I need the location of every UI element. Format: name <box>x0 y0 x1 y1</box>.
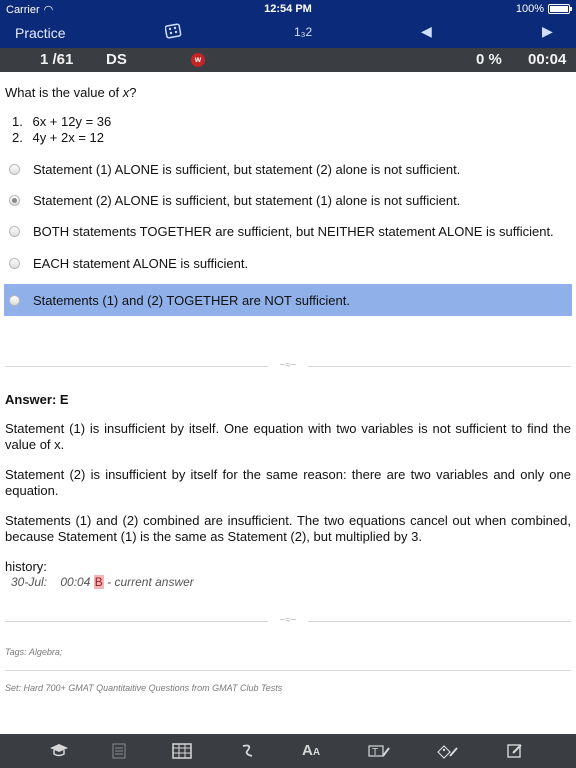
status-bar <box>0 0 576 18</box>
history-date: 30-Jul: <box>11 575 48 589</box>
notes-edit-icon[interactable] <box>506 742 524 764</box>
pencil-scribble-icon[interactable] <box>240 742 256 764</box>
answer-option-e[interactable] <box>4 284 572 316</box>
prompt-var: x <box>122 85 130 100</box>
divider <box>5 670 571 671</box>
history-title: history: <box>5 559 47 574</box>
practice-title[interactable]: Practice <box>15 25 66 41</box>
list-icon[interactable] <box>112 742 126 764</box>
history-time: 00:04 <box>60 575 91 589</box>
statement-num: 2. <box>12 130 23 145</box>
tags-line: Tags: Algebra; <box>5 647 63 657</box>
statement-text: 6x + 12y = 36 <box>32 114 112 129</box>
answer-option-b[interactable] <box>4 184 572 216</box>
dice-icon[interactable] <box>165 23 183 42</box>
radio-checked-icon[interactable] <box>9 195 20 206</box>
radio-icon[interactable] <box>9 164 20 175</box>
prev-arrow-icon[interactable]: ◀ <box>421 23 432 39</box>
option-label: Statement (2) ALONE is sufficient, but statement (1) alone is not sufficient. <box>33 192 461 208</box>
explanation-paragraph-3: Statements (1) and (2) combined are insufficient. The two equations cancel out when combined, because Statement (1) is the same as Statement (2), but multiplied by 3. <box>5 513 571 544</box>
divider-ornament-icon: ~≈~ <box>268 362 308 370</box>
nav-bar <box>0 18 576 48</box>
graduation-cap-icon[interactable] <box>48 742 70 764</box>
history-answer: B <box>94 575 103 589</box>
statement-num: 1. <box>12 114 23 129</box>
timer: 00:04 <box>528 51 567 68</box>
numbering-icon[interactable]: 1₃2 <box>294 25 313 39</box>
bottom-toolbar <box>0 734 576 768</box>
statement-2 <box>12 130 104 145</box>
battery-percent: 100% <box>515 3 544 15</box>
font-size-icon[interactable]: AA <box>302 742 321 759</box>
prompt-prefix: What is the value of <box>5 85 123 100</box>
info-bar <box>0 48 576 72</box>
statement-text: 4y + 2x = 12 <box>32 130 105 145</box>
question-position: 1 /61 <box>40 51 74 68</box>
w-badge[interactable]: w <box>191 53 205 67</box>
option-label: BOTH statements TOGETHER are sufficient, but NEITHER statement ALONE is sufficient. <box>33 223 554 239</box>
option-label: Statement (1) ALONE is sufficient, but statement (2) alone is not sufficient. <box>33 161 461 177</box>
divider-ornament-icon: ~≈~ <box>268 617 308 625</box>
answer-option-c[interactable] <box>4 215 572 247</box>
answer-option-d[interactable] <box>4 247 572 279</box>
prompt-suffix: ? <box>129 85 137 100</box>
answer-option-a[interactable] <box>4 153 572 185</box>
next-arrow-icon[interactable]: ▶ <box>542 23 553 39</box>
set-line: Set: Hard 700+ GMAT Quantitaitive Questions from GMAT Club Tests <box>5 683 283 693</box>
explanation-paragraph-1: Statement (1) is insufficient by itself. One equation with two variables is not sufficient to find the value of x. <box>5 421 571 452</box>
radio-icon[interactable] <box>9 258 20 269</box>
radio-icon[interactable] <box>9 226 20 237</box>
text-edit-icon[interactable] <box>368 742 392 764</box>
battery-icon <box>548 4 570 14</box>
question-prompt <box>5 85 137 100</box>
history-note: - current answer <box>107 575 194 589</box>
radio-icon[interactable] <box>9 295 20 306</box>
status-right <box>516 3 570 15</box>
tag-edit-icon[interactable] <box>436 742 460 764</box>
status-time: 12:54 PM <box>264 3 312 15</box>
option-label: EACH statement ALONE is sufficient. <box>33 255 249 271</box>
wifi-icon: ◠ <box>43 4 54 16</box>
option-label: Statements (1) and (2) TOGETHER are NOT sufficient. <box>33 292 350 308</box>
question-type: DS <box>106 51 127 68</box>
carrier-label: Carrier <box>6 3 40 16</box>
answer-heading: Answer: E <box>5 392 69 407</box>
percent-correct: 0 % <box>476 51 502 68</box>
explanation-paragraph-2: Statement (2) is insufficient by itself for the same reason: there are two variables and only one equation. <box>5 467 571 498</box>
question-content <box>0 72 576 734</box>
svg-text:T: T <box>372 747 379 758</box>
statement-1 <box>12 114 111 129</box>
calendar-grid-icon[interactable] <box>172 742 192 764</box>
history-row <box>11 575 194 589</box>
